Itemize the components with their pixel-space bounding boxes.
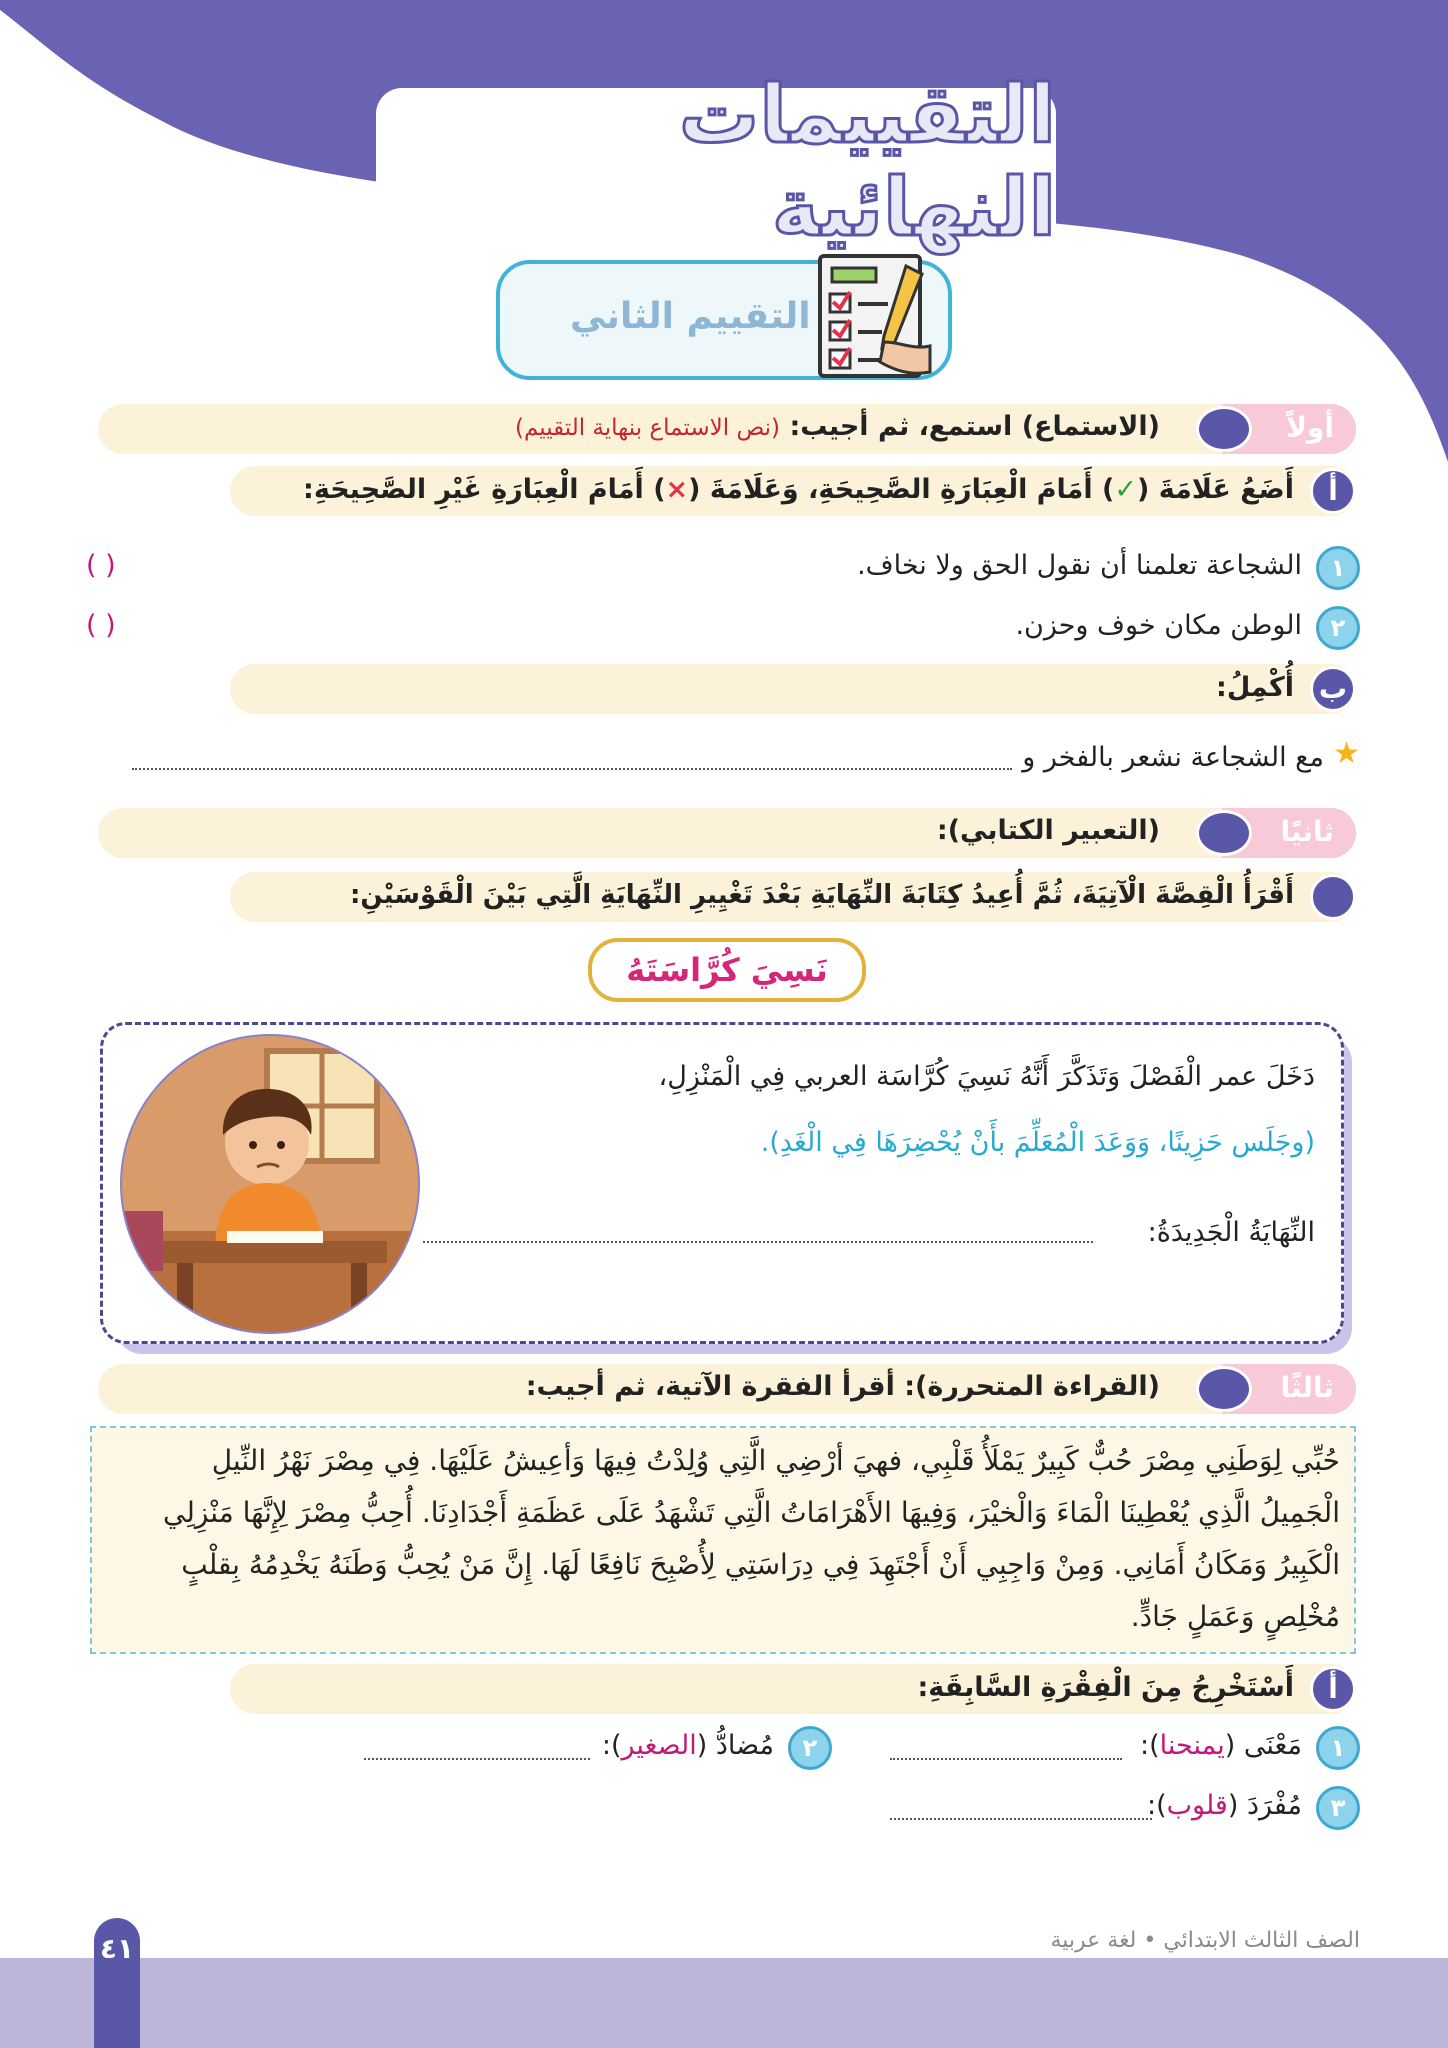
item-3-1-prefix: مَعْنَى ( <box>1224 1730 1302 1761</box>
story-line-1: دَخَلَ عمر الْفَصْلَ وَتَذَكَّرَ أَنَّهُ نَسِيَ كُرَّاسَة العربي فِي الْمَنْزِلِ، <box>658 1061 1315 1092</box>
story-line-2: (وجَلَس حَزِينًا، وَوَعَدَ الْمُعَلِّمَ بأَنْ يُحْضِرَهَا فِي الْغَدِ). <box>760 1127 1315 1158</box>
title-box <box>376 67 1056 254</box>
cross-mark-icon: × <box>665 474 689 505</box>
story-title: نَسِيَ كُرَّاسَتَهُ <box>626 951 828 989</box>
item-3-3-badge: ٣ <box>1316 1786 1360 1830</box>
item-1-1-answer[interactable]: ( ) <box>86 550 116 581</box>
page-title: التقييمات النهائية <box>678 67 1056 254</box>
question-1b-bar <box>230 664 1356 714</box>
section-1-heading <box>515 411 1160 442</box>
item-3-3-word: قلوب <box>1166 1790 1228 1821</box>
item-3-2-badge: ٢ <box>788 1726 832 1770</box>
item-3-2-prefix: مُضادُّ ( <box>696 1730 774 1761</box>
question-1a-badge: أ <box>1310 468 1356 514</box>
item-1-2-text: الوطن مكان خوف وحزن. <box>1015 610 1302 641</box>
section-1-bar <box>98 404 1356 454</box>
question-1a-bar <box>230 466 1356 516</box>
new-ending-answer-line[interactable] <box>423 1241 1093 1243</box>
item-3-1-text <box>1140 1730 1302 1761</box>
section-1-tab-label: أولاً <box>1286 411 1334 444</box>
paragraph-line-1: حُبِّي لِوَطَنِي مِصْرَ حُبٌّ كَبِيرٌ يَمْلَأُ قَلْبِي، فهيَ أرْضِي الَّتِي وُلِدْتُ فِيهَا وَأعِيشُ عَلَيْهَا. فِي مِصْرَ نَهْرُ النِّيلِ <box>211 1444 1340 1477</box>
item-3-1-answer-line[interactable] <box>890 1758 1122 1760</box>
question-1a-text-mid: ) أَمَامَ الْعِبَارَةِ الصَّحِيحَةِ، وَعَلَامَةَ ( <box>688 474 1115 505</box>
item-3-3-suffix: ): <box>1146 1790 1167 1821</box>
story-title-box <box>588 938 866 1002</box>
question-2-bar <box>230 872 1356 922</box>
boy-studying-illustration <box>117 1031 423 1337</box>
page-number: ٤١ <box>99 1932 135 1965</box>
check-mark-icon: ✓ <box>1114 474 1138 505</box>
footer-grade-text: الصف الثالث الابتدائي • لغة عربية <box>1050 1928 1360 1953</box>
assessment-label: التقييم الثاني <box>570 296 811 337</box>
item-3-1-badge: ١ <box>1316 1726 1360 1770</box>
item-3-2-word: الصغير <box>621 1730 697 1761</box>
page-number-tab <box>94 1918 140 2048</box>
question-1b-badge: ب <box>1310 666 1356 712</box>
star-icon: ★ <box>1333 736 1360 771</box>
complete-answer-line[interactable] <box>132 768 1012 770</box>
assessment-badge <box>496 260 952 380</box>
section-1-note: (نص الاستماع بنهاية التقييم) <box>514 415 781 441</box>
paragraph-line-2: الْجَمِيلُ الَّذِي يُعْطِينَا الْمَاءَ وَالْخيْرَ، وَفِيهَا الأَهْرَامَاتُ الَّتِي تَشْهَدُ عَلَى عَظَمَةِ أَجْدَادِنَا. أُحِبُّ مِصْرَ لِإِنَّهَا مَنْزِلِي <box>162 1496 1340 1529</box>
question-1a-text-end: ) أَمَامَ الْعِبَارَةِ غَيْرِ الصَّحِيحَةِ: <box>303 474 666 505</box>
new-ending-label: النِّهَايَةُ الْجَدِيدَةُ: <box>1147 1217 1315 1248</box>
story-box <box>100 1022 1344 1344</box>
question-2-circle-icon <box>1310 874 1356 920</box>
item-3-3-text <box>1147 1790 1302 1821</box>
question-1b-text: أُكْمِلُ: <box>1216 672 1294 703</box>
item-1-2-badge: ٢ <box>1316 606 1360 650</box>
question-3a-bar <box>230 1664 1356 1714</box>
question-1a-text <box>303 474 1294 505</box>
item-3-3-answer-line[interactable] <box>890 1818 1152 1820</box>
reading-paragraph-box <box>90 1426 1356 1654</box>
question-3a-text: أَسْتَخْرِجُ مِنَ الْفِقْرَةِ السَّابِقَةِ: <box>917 1672 1294 1703</box>
paragraph-line-4: مُخْلِصٍ وَعَمَلٍ جَادٍّ. <box>1130 1600 1340 1633</box>
paragraph-line-3: الْكَبِيرُ وَمَكَانُ أَمَانِي. وَمِنْ وَاجِبِي أَنْ أَجْتَهِدَ فِي دِرَاسَتِي لِأُصْبِحَ نَافِعًا لَهَا. إِنَّ مَنْ يُحِبُّ وَطَنَهُ يَخْدِمُهُ بِقلْبٍ <box>181 1548 1340 1581</box>
footer-band <box>0 1958 1448 2048</box>
section-2-circle-icon <box>1196 810 1252 856</box>
item-3-1-suffix: ): <box>1140 1730 1160 1761</box>
section-3-circle-icon <box>1196 1366 1252 1412</box>
item-3-1-word: يمنحنا <box>1159 1730 1225 1761</box>
section-1-label: (الاستماع) استمع، ثم أجيب: <box>789 411 1160 442</box>
section-1-circle-icon <box>1196 406 1252 452</box>
question-3a-badge: أ <box>1310 1666 1356 1712</box>
item-3-2-text <box>602 1730 774 1761</box>
section-2-label: (التعبير الكتابي): <box>936 815 1160 846</box>
item-1-1-text: الشجاعة تعلمنا أن نقول الحق ولا نخاف. <box>857 550 1302 581</box>
item-1-2-answer[interactable]: ( ) <box>86 610 116 641</box>
section-3-label: (القراءة المتحررة): أقرأ الفقرة الآتية، ثم أجيب: <box>525 1371 1160 1402</box>
item-3-2-suffix: ): <box>601 1730 622 1761</box>
section-3-bar <box>98 1364 1356 1414</box>
question-1a-text-start: أَضَعُ عَلَامَةَ ( <box>1137 474 1294 505</box>
item-3-3-prefix: مُفْرَدَ ( <box>1227 1790 1302 1821</box>
section-3-tab-label: ثالثًا <box>1280 1371 1334 1404</box>
checklist-icon <box>810 246 940 386</box>
section-2-tab-label: ثانيًا <box>1280 815 1334 848</box>
complete-sentence: مع الشجاعة نشعر بالفخر و <box>1022 742 1324 773</box>
question-2-instruction: أَقْرَأُ الْقِصَّةَ الْآتِيَةَ، ثُمَّ أُعِيدُ كِتَابَةَ النِّهَايَةِ بَعْدَ تَغْيِيرِ النِّهَايَةِ الَّتِي بَيْنَ الْقَوْسَيْنِ: <box>349 880 1294 910</box>
section-2-bar <box>98 808 1356 858</box>
item-3-2-answer-line[interactable] <box>364 1758 590 1760</box>
item-1-1-badge: ١ <box>1316 546 1360 590</box>
